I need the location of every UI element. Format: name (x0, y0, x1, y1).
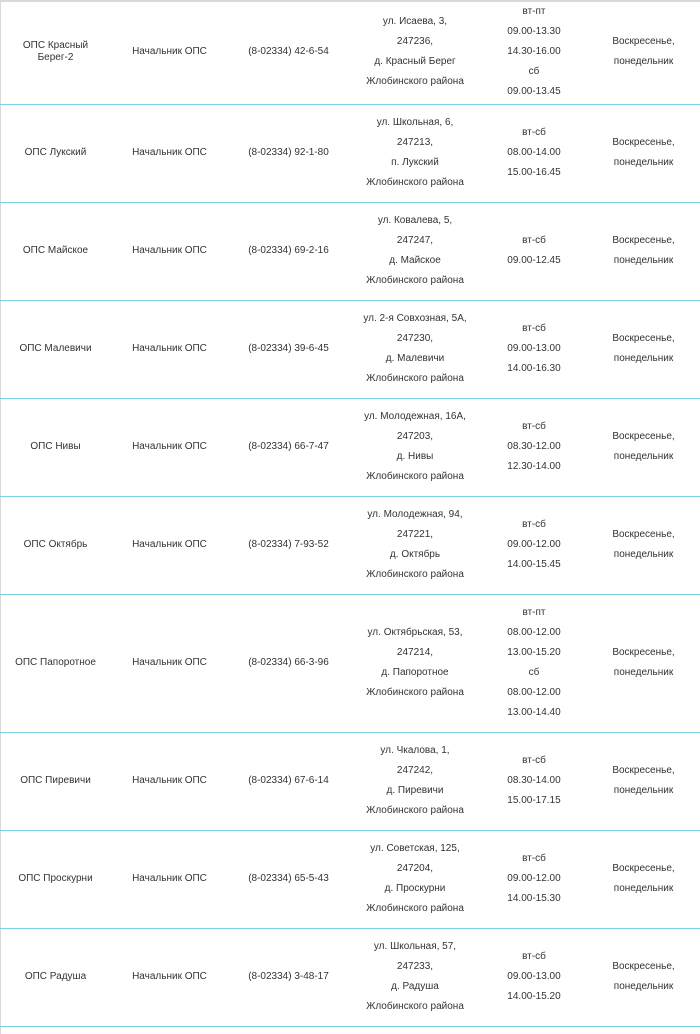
address-cell-line: Жлобинского района (366, 1001, 464, 1012)
office-name-cell (0, 104, 111, 202)
office-name-cell (0, 398, 111, 496)
table-row (0, 0, 700, 104)
days-off-cell-line: Воскресенье, (612, 863, 675, 874)
position-cell: Начальник ОПС (111, 594, 228, 732)
address-cell-line: ул. Молодежная, 16А, (364, 411, 466, 422)
office-name-cell-line: ОПС Пиревичи (20, 775, 91, 786)
days-off-cell-line: понедельник (613, 981, 674, 992)
table-row (0, 398, 700, 496)
days-off-cell-line: понедельник (613, 255, 674, 266)
days-off-cell (587, 732, 700, 830)
phone-cell: (8-02334) 3-48-17 (228, 928, 349, 1026)
hours-cell (481, 0, 587, 104)
phone-cell: (8-02334) 66-7-47 (228, 398, 349, 496)
position-cell: Начальник ОПС (111, 928, 228, 1026)
address-cell-line: 247214, (396, 647, 434, 658)
hours-cell-line: 09.00-12.00 (507, 873, 561, 884)
position-cell: Начальник ОПС (111, 732, 228, 830)
address-cell (349, 496, 481, 594)
address-cell-line: ул. Школьная, 57, (373, 941, 457, 952)
address-cell (349, 830, 481, 928)
address-cell-line: д. Октябрь (389, 549, 441, 560)
address-cell-line: д. Красный Берег (374, 55, 456, 67)
phone-cell: (8-02334) 39-6-45 (228, 300, 349, 398)
address-cell-line: ул. Ковалева, 5, (377, 215, 453, 226)
address-cell-line: ул. Чкалова, 1, (380, 745, 450, 756)
office-name-cell-line: ОПС Радуша (24, 971, 87, 982)
hours-cell-line: 14.30-16.00 (507, 45, 561, 57)
days-off-cell (587, 104, 700, 202)
days-off-cell (587, 0, 700, 104)
address-cell-line: ул. Исаева, 3, (382, 15, 448, 27)
position-cell: Начальник ОПС (111, 202, 228, 300)
address-cell-line: Жлобинского района (366, 569, 464, 580)
hours-cell-line: сб (528, 65, 540, 77)
position-cell: Начальник ОПС (111, 0, 228, 104)
phone-cell: (8-02334) 7-93-52 (228, 496, 349, 594)
hours-cell-line: 13.00-15.20 (507, 647, 561, 658)
hours-cell-line: 13.00-14.40 (507, 707, 561, 718)
hours-cell-line: сб (528, 667, 540, 678)
phone-cell: (8-02334) 92-1-80 (228, 104, 349, 202)
hours-cell-line: вт-пт (522, 607, 546, 618)
days-off-cell-line: Воскресенье, (612, 35, 675, 47)
hours-cell (481, 594, 587, 732)
office-name-cell (0, 496, 111, 594)
table-row (0, 830, 700, 928)
address-cell-line: 247233, (396, 961, 434, 972)
days-off-cell-line: понедельник (613, 785, 674, 796)
address-cell-line: ул. 2-я Совхозная, 5А, (363, 313, 467, 324)
hours-cell-line: 08.00-14.00 (507, 147, 561, 158)
office-name-cell (0, 928, 111, 1026)
hours-cell (481, 928, 587, 1026)
address-cell (349, 300, 481, 398)
position-cell: Начальник ОПС (111, 300, 228, 398)
days-off-cell (587, 202, 700, 300)
office-name-cell-line: ОПС Малевичи (19, 343, 92, 354)
office-name-cell (0, 202, 111, 300)
hours-cell-line: 15.00-16.45 (507, 167, 561, 178)
days-off-cell-line: Воскресенье, (612, 529, 675, 540)
address-cell-line: 247221, (396, 529, 434, 540)
days-off-cell-line: понедельник (613, 55, 674, 67)
hours-cell-line: вт-сб (522, 421, 546, 432)
address-cell-line: 247230, (396, 333, 434, 344)
days-off-cell-line: понедельник (613, 353, 674, 364)
address-cell-line: Жлобинского района (366, 805, 464, 816)
address-cell-line: Жлобинского района (366, 275, 464, 286)
position-cell: Начальник ОПС (111, 830, 228, 928)
hours-cell-line: вт-сб (522, 323, 546, 334)
hours-cell-line: 15.00-17.15 (507, 795, 561, 806)
address-cell-line: Жлобинского района (366, 177, 464, 188)
address-cell-line: Жлобинского района (366, 471, 464, 482)
address-cell-line: д. Нивы (396, 451, 434, 462)
address-cell-line: ул. Советская, 125, (370, 843, 460, 854)
phone-cell: (8-02334) 42-6-54 (228, 0, 349, 104)
days-off-cell-line: Воскресенье, (612, 137, 675, 148)
days-off-cell (587, 300, 700, 398)
hours-cell-line: 08.00-12.00 (507, 687, 561, 698)
table-row (0, 104, 700, 202)
hours-cell-line: 14.00-15.30 (507, 893, 561, 904)
hours-cell-line: 14.00-15.20 (507, 991, 561, 1002)
address-cell (349, 928, 481, 1026)
days-off-cell-line: Воскресенье, (612, 647, 675, 658)
hours-cell (481, 202, 587, 300)
address-cell-line: д. Малевичи (385, 353, 445, 364)
days-off-cell-line: понедельник (613, 549, 674, 560)
address-cell-line: ул. Октябрьская, 53, (367, 627, 463, 638)
table-row (0, 732, 700, 830)
hours-cell (481, 300, 587, 398)
position-cell: Начальник ОПС (111, 496, 228, 594)
days-off-cell-line: Воскресенье, (612, 333, 675, 344)
office-name-cell (0, 300, 111, 398)
days-off-cell (587, 398, 700, 496)
table-row (0, 496, 700, 594)
phone-cell: (8-02334) 65-5-43 (228, 830, 349, 928)
table-row (0, 594, 700, 732)
address-cell-line: 247247, (396, 235, 434, 246)
hours-cell-line: 08.30-12.00 (507, 441, 561, 452)
hours-cell-line: 09.00-12.45 (507, 255, 561, 266)
days-off-cell-line: понедельник (613, 883, 674, 894)
hours-cell-line: 14.00-16.30 (507, 363, 561, 374)
address-cell-line: д. Проскурни (384, 883, 446, 894)
address-cell-line: 247242, (396, 765, 434, 776)
hours-cell-line: 09.00-13.45 (507, 85, 561, 97)
position-cell: Начальник ОПС (111, 104, 228, 202)
hours-cell-line: вт-сб (522, 519, 546, 530)
address-cell-line: 247204, (396, 863, 434, 874)
hours-cell-line: вт-пт (522, 5, 546, 17)
days-off-cell-line: Воскресенье, (612, 765, 675, 776)
days-off-cell-line: понедельник (613, 667, 674, 678)
office-name-cell (0, 594, 111, 732)
address-cell-line: д. Папоротное (381, 667, 449, 678)
address-cell-line: Жлобинского района (366, 903, 464, 914)
hours-cell-line: вт-сб (522, 951, 546, 962)
office-name-cell-line: ОПС Нивы (30, 441, 81, 452)
address-cell (349, 732, 481, 830)
hours-cell (481, 398, 587, 496)
address-cell (349, 104, 481, 202)
office-name-cell-line: ОПС Лукский (24, 147, 87, 158)
address-cell-line: 247236, (396, 35, 434, 47)
hours-cell (481, 104, 587, 202)
office-name-cell-line: ОПС Майское (22, 245, 89, 256)
office-name-cell-line: ОПС Красный (22, 39, 89, 51)
office-name-cell-line: ОПС Проскурни (18, 873, 93, 884)
hours-cell-line: 09.00-13.00 (507, 971, 561, 982)
hours-cell (481, 496, 587, 594)
hours-cell-line: вт-сб (522, 853, 546, 864)
address-cell-line: 247203, (396, 431, 434, 442)
hours-cell (481, 830, 587, 928)
days-off-cell (587, 830, 700, 928)
office-name-cell (0, 830, 111, 928)
table-row (0, 202, 700, 300)
address-cell (349, 594, 481, 732)
phone-cell: (8-02334) 67-6-14 (228, 732, 349, 830)
address-cell-line: д. Майское (389, 255, 441, 266)
address-cell (349, 0, 481, 104)
address-cell-line: ул. Молодежная, 94, (367, 509, 463, 520)
address-cell-line: п. Лукский (391, 157, 439, 168)
hours-cell-line: 09.00-12.00 (507, 539, 561, 550)
phone-cell: (8-02334) 66-3-96 (228, 594, 349, 732)
hours-cell-line: 09.00-13.30 (507, 25, 561, 37)
address-cell-line: Жлобинского района (366, 373, 464, 384)
days-off-cell-line: понедельник (613, 451, 674, 462)
office-name-cell (0, 0, 111, 104)
days-off-cell (587, 928, 700, 1026)
days-off-cell (587, 496, 700, 594)
hours-cell-line: 08.30-14.00 (507, 775, 561, 786)
table-row (0, 928, 700, 1026)
phone-cell: (8-02334) 69-2-16 (228, 202, 349, 300)
hours-cell-line: 14.00-15.45 (507, 559, 561, 570)
address-cell (349, 398, 481, 496)
hours-cell-line: вт-сб (522, 235, 546, 246)
address-cell-line: 247213, (396, 137, 434, 148)
hours-cell-line: 12.30-14.00 (507, 461, 561, 472)
address-cell-line: Жлобинского района (366, 75, 464, 87)
hours-cell-line: 08.00-12.00 (507, 627, 561, 638)
address-cell-line: Жлобинского района (366, 687, 464, 698)
office-name-cell-line: ОПС Папоротное (15, 657, 96, 668)
days-off-cell-line: Воскресенье, (612, 431, 675, 442)
days-off-cell (587, 594, 700, 732)
hours-cell-line: 09.00-13.00 (507, 343, 561, 354)
office-name-cell (0, 732, 111, 830)
days-off-cell-line: Воскресенье, (612, 235, 675, 246)
table-row (0, 300, 700, 398)
office-name-cell-line: ОПС Октябрь (23, 539, 88, 550)
hours-cell-line: вт-сб (522, 127, 546, 138)
address-cell (349, 202, 481, 300)
hours-cell (481, 732, 587, 830)
address-cell-line: ул. Школьная, 6, (376, 117, 454, 128)
days-off-cell-line: Воскресенье, (612, 961, 675, 972)
position-cell: Начальник ОПС (111, 398, 228, 496)
office-name-cell-line: Берег-2 (37, 51, 74, 63)
days-off-cell-line: понедельник (613, 157, 674, 168)
hours-cell-line: вт-сб (522, 755, 546, 766)
address-cell-line: д. Радуша (391, 981, 439, 992)
address-cell-line: д. Пиревичи (386, 785, 444, 796)
